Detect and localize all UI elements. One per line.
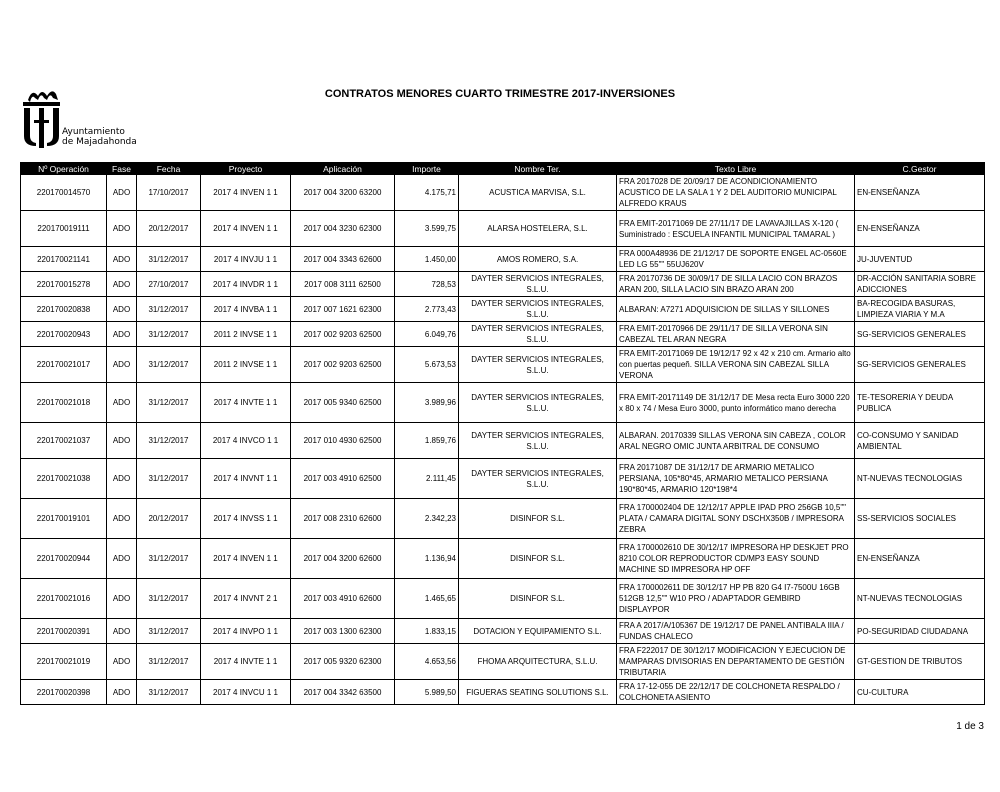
cell-importe: 1.465,65 — [395, 579, 459, 619]
cell-fase: ADO — [107, 247, 137, 272]
cell-proyecto: 2017 4 INVJU 1 1 — [201, 247, 291, 272]
cell-nombre-ter: DISINFOR S.L. — [459, 499, 617, 539]
cell-fecha: 31/12/2017 — [137, 383, 201, 423]
col-aplicacion: Aplicación — [291, 163, 395, 175]
cell-fase: ADO — [107, 619, 137, 644]
cell-nombre-ter: DISINFOR S.L. — [459, 579, 617, 619]
cell-c-gestor: BA-RECOGIDA BASURAS, LIMPIEZA VIARIA Y M.A — [855, 297, 985, 322]
cell-texto-libre: FRA 1700002610 DE 30/12/17 IMPRESORA HP DESKJET PRO 8210 COLOR REPRODUCTOR CD/MP3 EASY SOUND MACHINE SD IMPRESORA HP OFF — [617, 539, 855, 579]
cell-c-gestor: SG-SERVICIOS GENERALES — [855, 322, 985, 347]
cell-nombre-ter: DAYTER SERVICIOS INTEGRALES, S.L.U. — [459, 322, 617, 347]
org-name — [62, 127, 137, 147]
cell-texto-libre: FRA F222017 DE 30/12/17 MODIFICACION Y EJECUCION DE MAMPARAS DIVISORIAS EN DEPARTAMENTO DE GESTIÓN TRIBUTARIA — [617, 644, 855, 680]
cell-nombre-ter: DOTACION Y EQUIPAMIENTO S.L. — [459, 619, 617, 644]
cell-importe: 2.773,43 — [395, 297, 459, 322]
table-row — [21, 423, 985, 459]
cell-texto-libre: FRA A 2017/A/105367 DE 19/12/17 DE PANEL ANTIBALA IIIA / FUNDAS CHALECO — [617, 619, 855, 644]
document-title: CONTRATOS MENORES CUARTO TRIMESTRE 2017-INVERSIONES — [324, 88, 676, 100]
org-name-line1: Ayuntamiento — [62, 127, 125, 137]
cell-c-gestor: CU-CULTURA — [855, 680, 985, 705]
cell-nombre-ter: DAYTER SERVICIOS INTEGRALES, S.L.U. — [459, 297, 617, 322]
cell-fecha: 31/12/2017 — [137, 579, 201, 619]
cell-c-gestor: NT-NUEVAS TECNOLOGIAS — [855, 459, 985, 499]
cell-operation-number: 220170021017 — [21, 347, 107, 383]
cell-c-gestor: PO-SEGURIDAD CIUDADANA — [855, 619, 985, 644]
cell-texto-libre: FRA 1700002611 DE 30/12/17 HP PB 820 G4 I7-7500U 16GB 512GB 12,5"" W10 PRO / ADAPTADOR GEMBIRD DISPLAYPOR — [617, 579, 855, 619]
cell-operation-number: 220170019111 — [21, 211, 107, 247]
cell-proyecto: 2017 4 INVEN 1 1 — [201, 539, 291, 579]
cell-importe: 728,53 — [395, 272, 459, 297]
col-nombre-ter: Nombre Ter. — [459, 163, 617, 175]
cell-fase: ADO — [107, 211, 137, 247]
cell-operation-number: 220170020943 — [21, 322, 107, 347]
cell-texto-libre: FRA EMIT-20171069 DE 27/11/17 DE LAVAVAJILLAS X-120 ( Suministrado : ESCUELA INFANTIL MUNICIPAL TAMARAL ) — [617, 211, 855, 247]
table-row — [21, 322, 985, 347]
cell-fase: ADO — [107, 322, 137, 347]
col-c-gestor: C.Gestor — [855, 163, 985, 175]
cell-fase: ADO — [107, 459, 137, 499]
cell-nombre-ter: ALARSA HOSTELERA, S.L. — [459, 211, 617, 247]
cell-fecha: 31/12/2017 — [137, 459, 201, 499]
cell-texto-libre: FRA 000A48936 DE 21/12/17 DE SOPORTE ENGEL AC-0560E LED LG 55"" 55UJ620V — [617, 247, 855, 272]
org-name-line2: de Majadahonda — [62, 137, 137, 147]
cell-proyecto: 2017 4 INVTE 1 1 — [201, 644, 291, 680]
cell-proyecto: 2017 4 INVNT 1 1 — [201, 459, 291, 499]
cell-c-gestor: EN-ENSEÑANZA — [855, 539, 985, 579]
cell-importe: 3.599,75 — [395, 211, 459, 247]
cell-texto-libre: FRA 1700002404 DE 12/12/17 APPLE IPAD PRO 256GB 10,5"" PLATA / CAMARA DIGITAL SONY DSCHX350B / IMPRESORA ZEBRA — [617, 499, 855, 539]
cell-fase: ADO — [107, 175, 137, 211]
cell-operation-number: 220170020391 — [21, 619, 107, 644]
col-fase: Fase — [107, 163, 137, 175]
cell-importe: 5.989,50 — [395, 680, 459, 705]
page-number: 1 de 3 — [956, 721, 984, 732]
cell-operation-number: 220170021018 — [21, 383, 107, 423]
cell-aplicacion: 2017 004 3230 62300 — [291, 211, 395, 247]
cell-proyecto: 2017 4 INVPO 1 1 — [201, 619, 291, 644]
cell-fase: ADO — [107, 383, 137, 423]
cell-operation-number: 220170021037 — [21, 423, 107, 459]
cell-operation-number: 220170019101 — [21, 499, 107, 539]
cell-importe: 6.049,76 — [395, 322, 459, 347]
col-importe: Importe — [395, 163, 459, 175]
cell-proyecto: 2017 4 INVCO 1 1 — [201, 423, 291, 459]
cell-nombre-ter: FIGUERAS SEATING SOLUTIONS S.L. — [459, 680, 617, 705]
cell-nombre-ter: ACUSTICA MARVISA, S.L. — [459, 175, 617, 211]
table-body — [21, 175, 985, 705]
cell-aplicacion: 2017 008 3111 62500 — [291, 272, 395, 297]
cell-texto-libre: FRA 20170736 DE 30/09/17 DE SILLA LACIO CON BRAZOS ARAN 200, SILLA LACIO SIN BRAZO ARAN 200 — [617, 272, 855, 297]
cell-c-gestor: JU-JUVENTUD — [855, 247, 985, 272]
cell-operation-number: 220170014570 — [21, 175, 107, 211]
cell-texto-libre: ALBARAN. 20170339 SILLAS VERONA SIN CABEZA , COLOR ARAL NEGRO OMIC JUNTA ARBITRAL DE CONSUMO — [617, 423, 855, 459]
cell-proyecto: 2017 4 INVEN 1 1 — [201, 211, 291, 247]
cell-aplicacion: 2017 002 9203 62500 — [291, 322, 395, 347]
col-texto-libre: Texto Libre — [617, 163, 855, 175]
cell-fase: ADO — [107, 499, 137, 539]
cell-operation-number: 220170021038 — [21, 459, 107, 499]
contracts-table — [20, 162, 985, 705]
table-row — [21, 644, 985, 680]
table-row — [21, 247, 985, 272]
cell-fase: ADO — [107, 347, 137, 383]
cell-c-gestor: TE-TESORERIA Y DEUDA PUBLICA — [855, 383, 985, 423]
cell-nombre-ter: DAYTER SERVICIOS INTEGRALES, S.L.U. — [459, 347, 617, 383]
cell-fecha: 31/12/2017 — [137, 247, 201, 272]
cell-nombre-ter: AMOS ROMERO, S.A. — [459, 247, 617, 272]
cell-aplicacion: 2017 005 9320 62300 — [291, 644, 395, 680]
cell-c-gestor: CO-CONSUMO Y SANIDAD AMBIENTAL — [855, 423, 985, 459]
cell-nombre-ter: FHOMA ARQUITECTURA, S.L.U. — [459, 644, 617, 680]
cell-nombre-ter: DAYTER SERVICIOS INTEGRALES, S.L.U. — [459, 272, 617, 297]
table-row — [21, 272, 985, 297]
cell-proyecto: 2017 4 INVCU 1 1 — [201, 680, 291, 705]
cell-aplicacion: 2017 003 1300 62300 — [291, 619, 395, 644]
table-row — [21, 499, 985, 539]
table-row — [21, 579, 985, 619]
cell-aplicacion: 2017 003 4910 62500 — [291, 459, 395, 499]
cell-c-gestor: SS-SERVICIOS SOCIALES — [855, 499, 985, 539]
cell-texto-libre: FRA 20171087 DE 31/12/17 DE ARMARIO METALICO PERSIANA, 105*80*45, ARMARIO METALICO PERSIANA 190*80*45, ARMARIO 120*198*4 — [617, 459, 855, 499]
cell-aplicacion: 2017 004 3342 63500 — [291, 680, 395, 705]
cell-aplicacion: 2017 003 4910 62600 — [291, 579, 395, 619]
cell-importe: 5.673,53 — [395, 347, 459, 383]
cell-c-gestor: EN-ENSEÑANZA — [855, 211, 985, 247]
cell-fecha: 17/10/2017 — [137, 175, 201, 211]
table-row — [21, 383, 985, 423]
cell-operation-number: 220170020838 — [21, 297, 107, 322]
table-row — [21, 175, 985, 211]
table-row — [21, 619, 985, 644]
cell-proyecto: 2017 4 INVEN 1 1 — [201, 175, 291, 211]
cell-operation-number: 220170020944 — [21, 539, 107, 579]
table-row — [21, 680, 985, 705]
cell-fase: ADO — [107, 297, 137, 322]
cell-c-gestor: DR-ACCIÓN SANITARIA SOBRE ADICCIONES — [855, 272, 985, 297]
cell-fecha: 31/12/2017 — [137, 297, 201, 322]
cell-operation-number: 220170015278 — [21, 272, 107, 297]
cell-c-gestor: SG-SERVICIOS GENERALES — [855, 347, 985, 383]
cell-fase: ADO — [107, 579, 137, 619]
cell-importe: 1.136,94 — [395, 539, 459, 579]
cell-fecha: 27/10/2017 — [137, 272, 201, 297]
cell-fase: ADO — [107, 680, 137, 705]
cell-texto-libre: FRA EMIT-20171069 DE 19/12/17 92 x 42 x 210 cm. Armario alto con puertas pequeñ. SILLA VERONA SIN CABEZAL SILLA VERONA — [617, 347, 855, 383]
cell-proyecto: 2011 2 INVSE 1 1 — [201, 322, 291, 347]
cell-aplicacion: 2017 004 3200 62600 — [291, 539, 395, 579]
cell-fase: ADO — [107, 423, 137, 459]
cell-texto-libre: FRA 2017028 DE 20/09/17 DE ACONDICIONAMIENTO ACUSTICO DE LA SALA 1 Y 2 DEL AUDITORIO MUNICIPAL ALFREDO KRAUS — [617, 175, 855, 211]
col-proyecto: Proyecto — [201, 163, 291, 175]
cell-aplicacion: 2017 008 2310 62600 — [291, 499, 395, 539]
cell-aplicacion: 2017 007 1621 62300 — [291, 297, 395, 322]
cell-operation-number: 220170021016 — [21, 579, 107, 619]
cell-fecha: 20/12/2017 — [137, 499, 201, 539]
cell-nombre-ter: DISINFOR S.L. — [459, 539, 617, 579]
cell-fecha: 31/12/2017 — [137, 644, 201, 680]
cell-fecha: 31/12/2017 — [137, 347, 201, 383]
cell-nombre-ter: DAYTER SERVICIOS INTEGRALES, S.L.U. — [459, 459, 617, 499]
cell-fecha: 31/12/2017 — [137, 619, 201, 644]
cell-importe: 2.342,23 — [395, 499, 459, 539]
cell-importe: 1.450,00 — [395, 247, 459, 272]
cell-operation-number: 220170021019 — [21, 644, 107, 680]
cell-fecha: 31/12/2017 — [137, 680, 201, 705]
cell-proyecto: 2017 4 INVTE 1 1 — [201, 383, 291, 423]
table-row — [21, 297, 985, 322]
cell-proyecto: 2017 4 INVBA 1 1 — [201, 297, 291, 322]
table-header — [21, 163, 985, 175]
cell-fase: ADO — [107, 272, 137, 297]
cell-aplicacion: 2017 010 4930 62500 — [291, 423, 395, 459]
table-row — [21, 347, 985, 383]
cell-importe: 1.833,15 — [395, 619, 459, 644]
cell-aplicacion: 2017 004 3343 62600 — [291, 247, 395, 272]
table-row — [21, 459, 985, 499]
cell-importe: 4.653,56 — [395, 644, 459, 680]
cell-proyecto: 2017 4 INVDR 1 1 — [201, 272, 291, 297]
cell-proyecto: 2017 4 INVNT 2 1 — [201, 579, 291, 619]
cell-aplicacion: 2017 005 9340 62500 — [291, 383, 395, 423]
cell-fase: ADO — [107, 539, 137, 579]
cell-nombre-ter: DAYTER SERVICIOS INTEGRALES, S.L.U. — [459, 383, 617, 423]
cell-fecha: 31/12/2017 — [137, 423, 201, 459]
cell-c-gestor: NT-NUEVAS TECNOLOGIAS — [855, 579, 985, 619]
col-fecha: Fecha — [137, 163, 201, 175]
cell-fase: ADO — [107, 644, 137, 680]
cell-importe: 1.859,76 — [395, 423, 459, 459]
cell-operation-number: 220170021141 — [21, 247, 107, 272]
cell-operation-number: 220170020398 — [21, 680, 107, 705]
cell-fecha: 31/12/2017 — [137, 322, 201, 347]
cell-c-gestor: GT-GESTION DE TRIBUTOS — [855, 644, 985, 680]
table-row — [21, 211, 985, 247]
cell-texto-libre: FRA EMIT-20170966 DE 29/11/17 DE SILLA VERONA SIN CABEZAL TEL ARAN NEGRA — [617, 322, 855, 347]
cell-fecha: 20/12/2017 — [137, 211, 201, 247]
cell-proyecto: 2017 4 INVSS 1 1 — [201, 499, 291, 539]
cell-importe: 4.175,71 — [395, 175, 459, 211]
cell-proyecto: 2011 2 INVSE 1 1 — [201, 347, 291, 383]
cell-c-gestor: EN-ENSEÑANZA — [855, 175, 985, 211]
cell-importe: 3.989,96 — [395, 383, 459, 423]
cell-fecha: 31/12/2017 — [137, 539, 201, 579]
cell-texto-libre: FRA 17-12-055 DE 22/12/17 DE COLCHONETA RESPALDO / COLCHONETA ASIENTO — [617, 680, 855, 705]
col-num-operacion: Nº Operación — [21, 163, 107, 175]
table-row — [21, 539, 985, 579]
cell-texto-libre: FRA EMIT-20171149 DE 31/12/17 DE Mesa recta Euro 3000 220 x 80 x 74 / Mesa Euro 3000, punto informático mano derecha — [617, 383, 855, 423]
cell-texto-libre: ALBARAN: A7271 ADQUISICION DE SILLAS Y SILLONES — [617, 297, 855, 322]
cell-importe: 2.111,45 — [395, 459, 459, 499]
cell-aplicacion: 2017 002 9203 62500 — [291, 347, 395, 383]
cell-aplicacion: 2017 004 3200 63200 — [291, 175, 395, 211]
cell-nombre-ter: DAYTER SERVICIOS INTEGRALES, S.L.U. — [459, 423, 617, 459]
